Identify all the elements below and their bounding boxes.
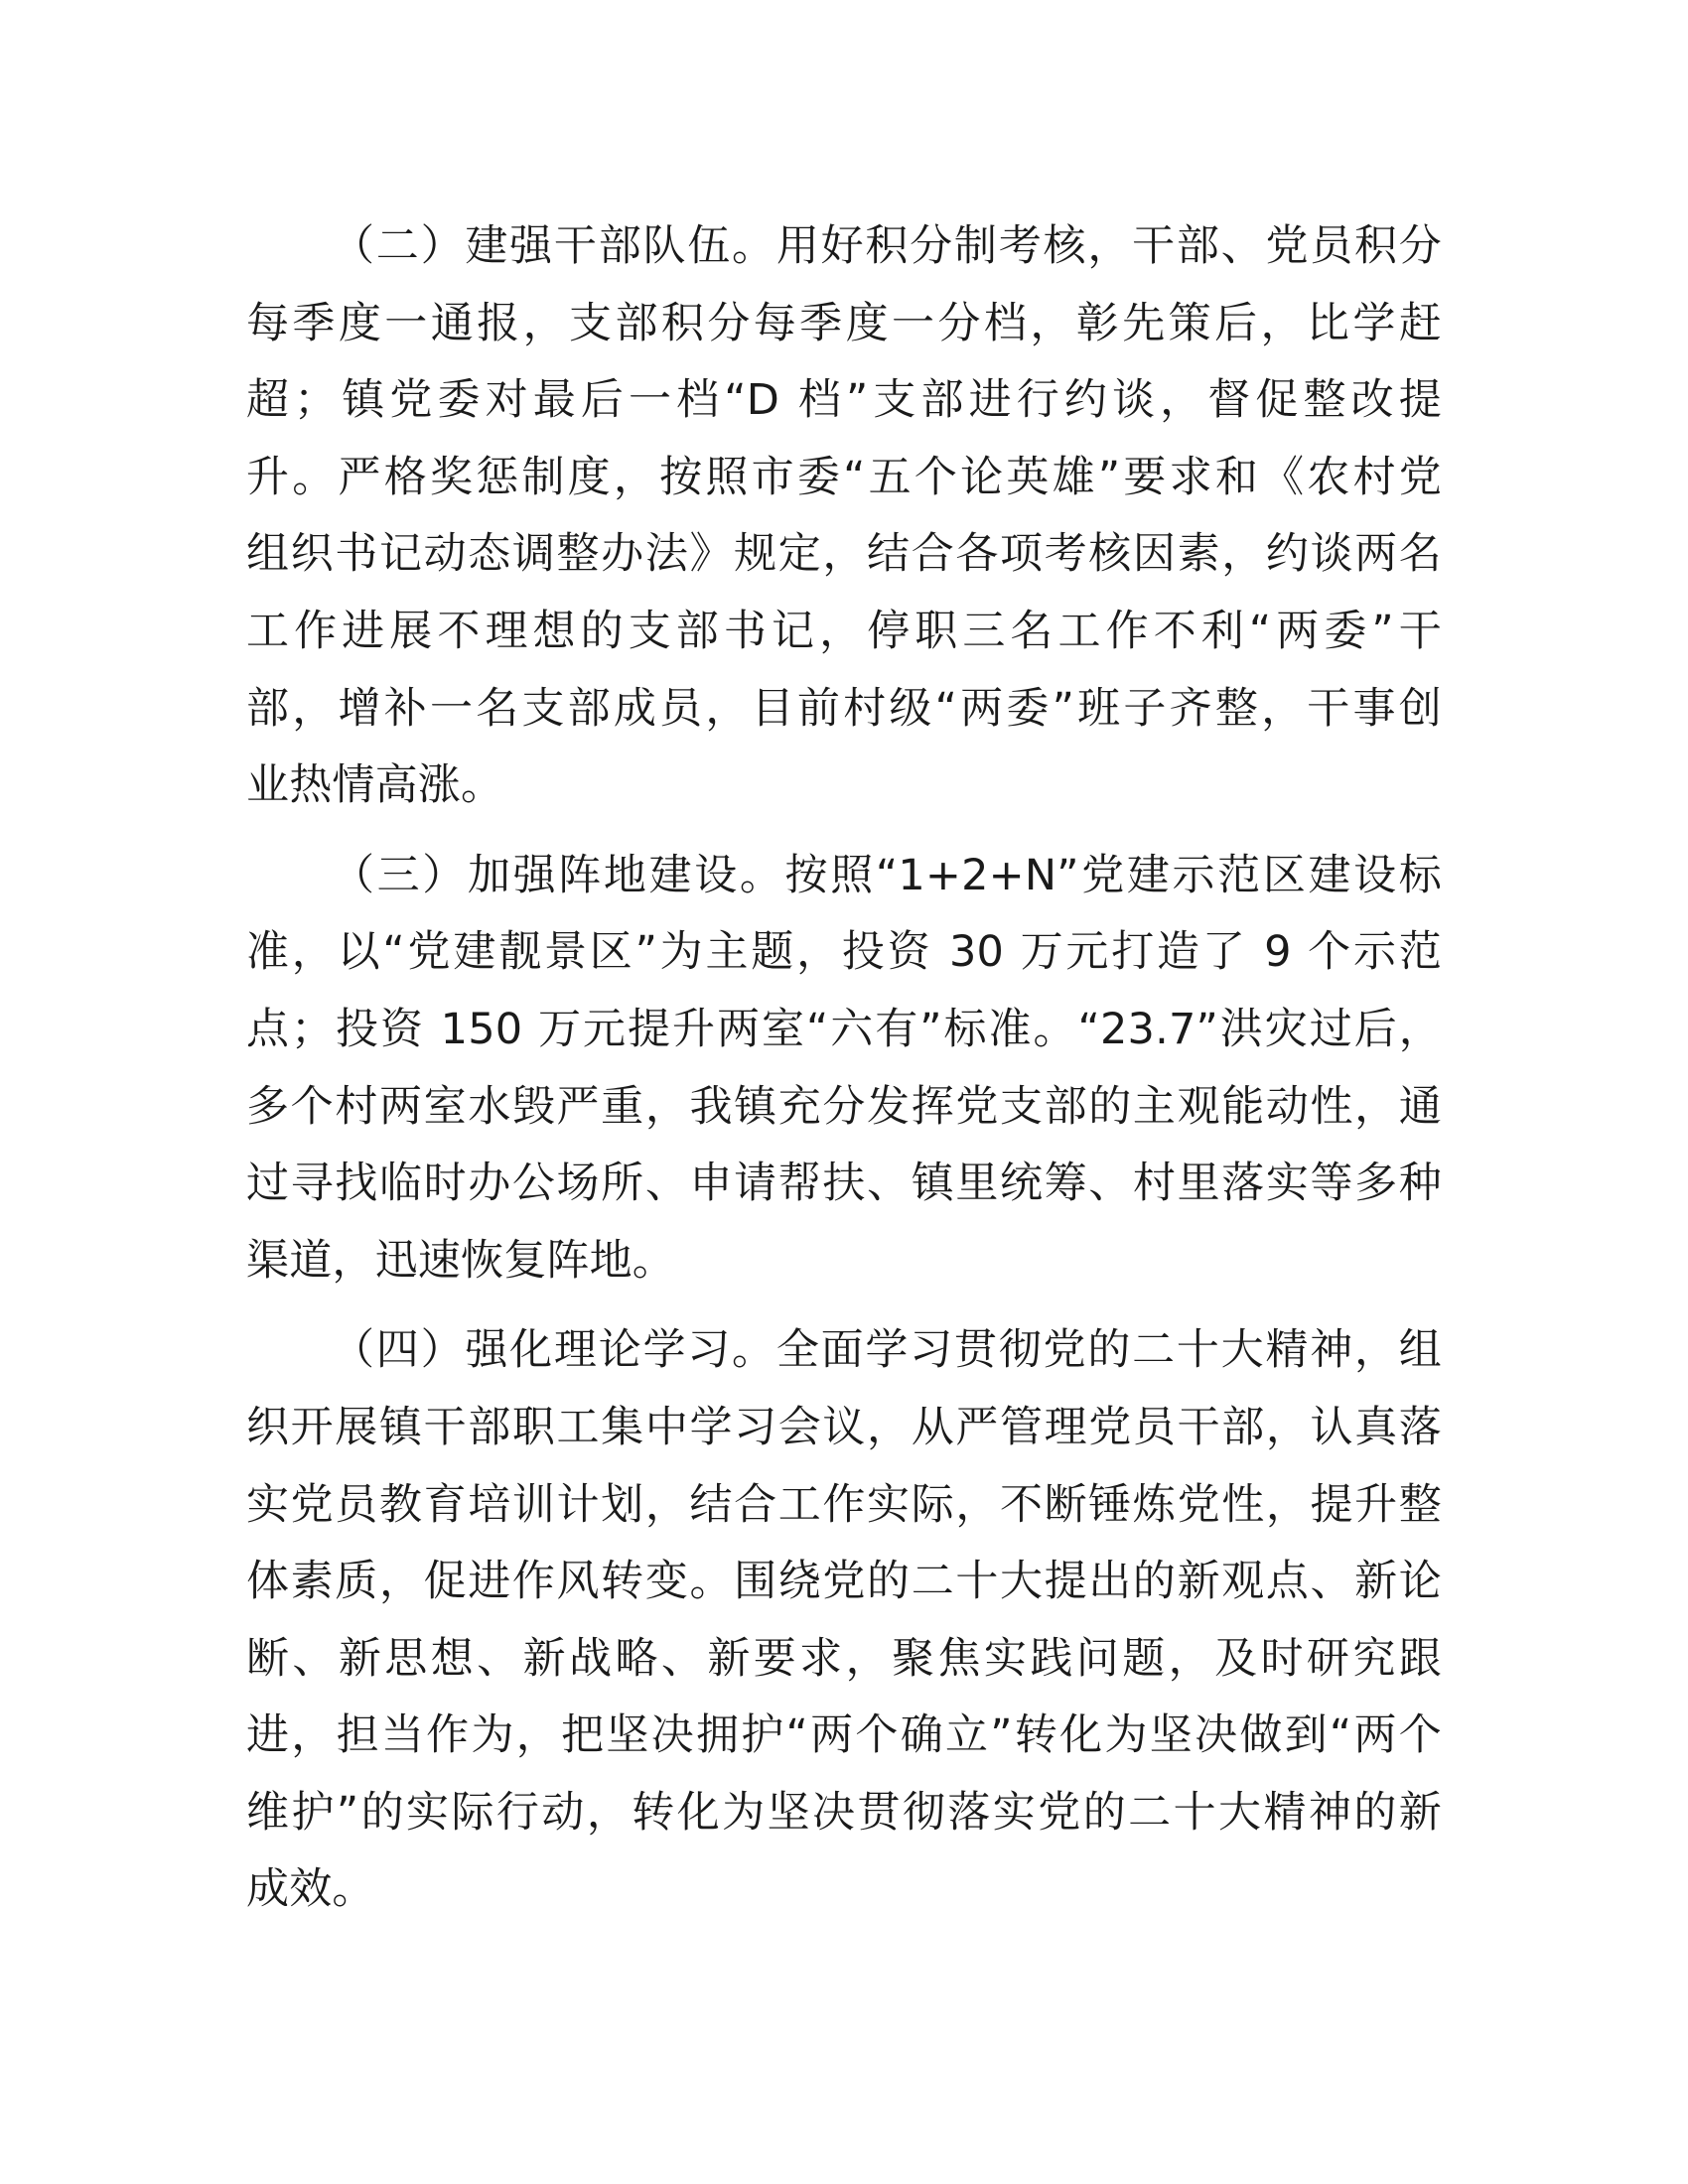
text-line: 每季度一通报，支部积分每季度一分档，彰先策后，比学赶 [246, 298, 1442, 348]
text-line: 升。严格奖惩制度，按照市委“五个论英雄”要求和《农村党 [246, 452, 1442, 502]
text-line: （三）加强阵地建设。按照“1+2+N”党建示范区建设标 [332, 850, 1442, 900]
text-line: 织开展镇干部职工集中学习会议，从严管理党员干部，认真落 [246, 1402, 1442, 1452]
text-line: 渠道，迅速恢复阵地。 [246, 1235, 675, 1286]
text-line: 断、新思想、新战略、新要求，聚焦实践问题，及时研究跟 [246, 1633, 1442, 1684]
text-line: 业热情高涨。 [246, 760, 504, 811]
text-line: 部，增补一名支部成员，目前村级“两委”班子齐整，干事创 [246, 683, 1442, 734]
text-line: 准，以“党建靓景区”为主题，投资 30 万元打造了 9 个示范 [246, 927, 1442, 978]
text-line: （四）强化理论学习。全面学习贯彻党的二十大精神，组 [332, 1325, 1442, 1376]
paragraph-position-building [246, 838, 1442, 1300]
text-line: 进，担当作为，把坚决拥护“两个确立”转化为坚决做到“两个 [246, 1710, 1442, 1761]
paragraph-theory-study [246, 1312, 1442, 1929]
text-line: 组织书记动态调整办法》规定，结合各项考核因素，约谈两名 [246, 529, 1442, 580]
text-line: 过寻找临时办公场所、申请帮扶、镇里统筹、村里落实等多种 [246, 1159, 1442, 1209]
text-line: 工作进展不理想的支部书记，停职三名工作不利“两委”干 [246, 606, 1442, 656]
text-line: （二）建强干部队伍。用好积分制考核，干部、党员积分 [332, 221, 1442, 271]
document-body [246, 208, 1442, 1942]
paragraph-cadre-team [246, 208, 1442, 825]
text-line: 超；镇党委对最后一档“D 档”支部进行约谈，督促整改提 [246, 375, 1442, 426]
text-line: 点；投资 150 万元提升两室“六有”标准。“23.7”洪灾过后， [246, 1004, 1442, 1054]
text-line: 成效。 [246, 1864, 375, 1915]
text-line: 实党员教育培训计划，结合工作实际，不断锤炼党性，提升整 [246, 1479, 1442, 1530]
text-line: 维护”的实际行动，转化为坚决贯彻落实党的二十大精神的新 [246, 1787, 1442, 1838]
text-line: 多个村两室水毁严重，我镇充分发挥党支部的主观能动性，通 [246, 1081, 1442, 1132]
text-line: 体素质，促进作风转变。围绕党的二十大提出的新观点、新论 [246, 1557, 1442, 1607]
